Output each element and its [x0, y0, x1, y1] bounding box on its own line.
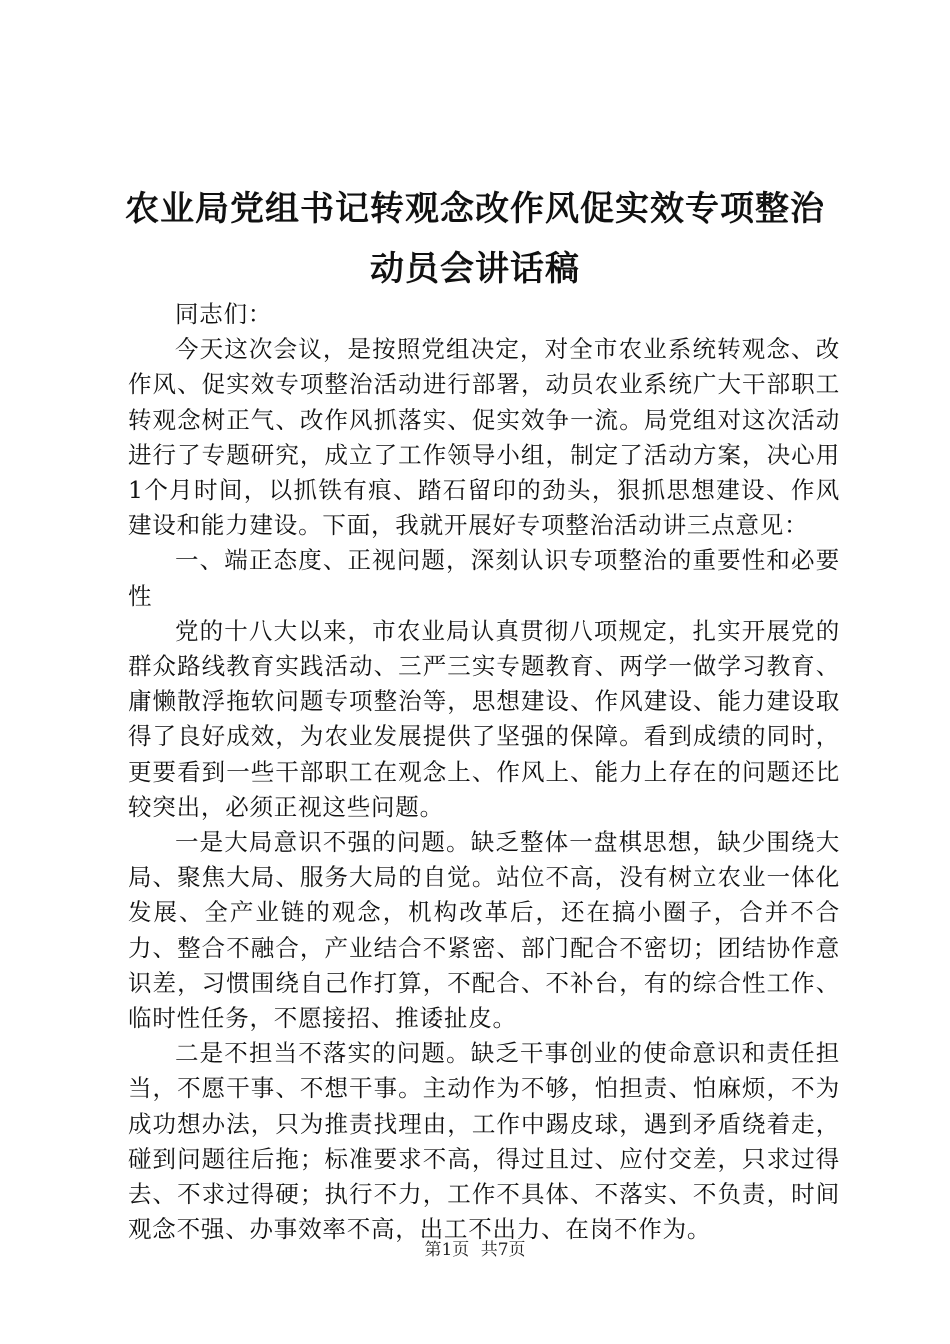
- document-title-line-1: 农业局党组书记转观念改作风促实效专项整治: [125, 189, 825, 229]
- document-body: [128, 297, 840, 1247]
- section-heading-1: 一、端正态度、正视问题，深刻认识专项整治的重要性和必要性: [128, 546, 840, 610]
- body-paragraph: 一是大局意识不强的问题。缺乏整体一盘棋思想，缺少围绕大局、聚焦大局、服务大局的自觉。站位不高，没有树立农业一体化发展、全产业链的观念，机构改革后，还在搞小圈子，合并不合力、整合不融合，产业结合不紧密、部门配合不密切；团结协作意识差，习惯围绕自己作打算，不配合、不补台，有的综合性工作、临时性任务，不愿接招、推诿扯皮。: [128, 828, 840, 1033]
- document-title-line-2: 动员会讲话稿: [370, 249, 580, 289]
- salutation-paragraph: 同志们：: [175, 300, 273, 328]
- body-paragraph: 二是不担当不落实的问题。缺乏干事创业的使命意识和责任担当，不愿干事、不想干事。主动作为不够，怕担责、怕麻烦，不为成功想办法，只为推责找理由，工作中踢皮球，遇到矛盾绕着走，碰到问题往后拖；标准要求不高，得过且过、应付交差，只求过得去、不求过得硬；执行不力，工作不具体、不落实、不负责，时间观念不强、办事效率不高，出工不出力、在岗不作为。: [128, 1039, 840, 1244]
- page-number: 第1页: [424, 1240, 470, 1260]
- body-paragraph: 党的十八大以来，市农业局认真贯彻八项规定，扎实开展党的群众路线教育实践活动、三严三实专题教育、两学一做学习教育、庸懒散浮拖软问题专项整治等，思想建设、作风建设、能力建设取得了良好成效，为农业发展提供了坚强的保障。看到成绩的同时，更要看到一些干部职工在观念上、作风上、能力上存在的问题还比较突出，必须正视这些问题。: [128, 616, 840, 821]
- page-footer: [0, 1239, 950, 1261]
- intro-paragraph: 今天这次会议，是按照党组决定，对全市农业系统转观念、改作风、促实效专项整治活动进行部署，动员农业系统广大干部职工转观念树正气、改作风抓落实、促实效争一流。局党组对这次活动进行了专题研究，成立了工作领导小组，制定了活动方案，决心用1个月时间，以抓铁有痕、踏石留印的劲头，狠抓思想建设、作风建设和能力建设。下面，我就开展好专项整治活动讲三点意见：: [128, 335, 840, 540]
- page-total: 共7页: [480, 1240, 526, 1260]
